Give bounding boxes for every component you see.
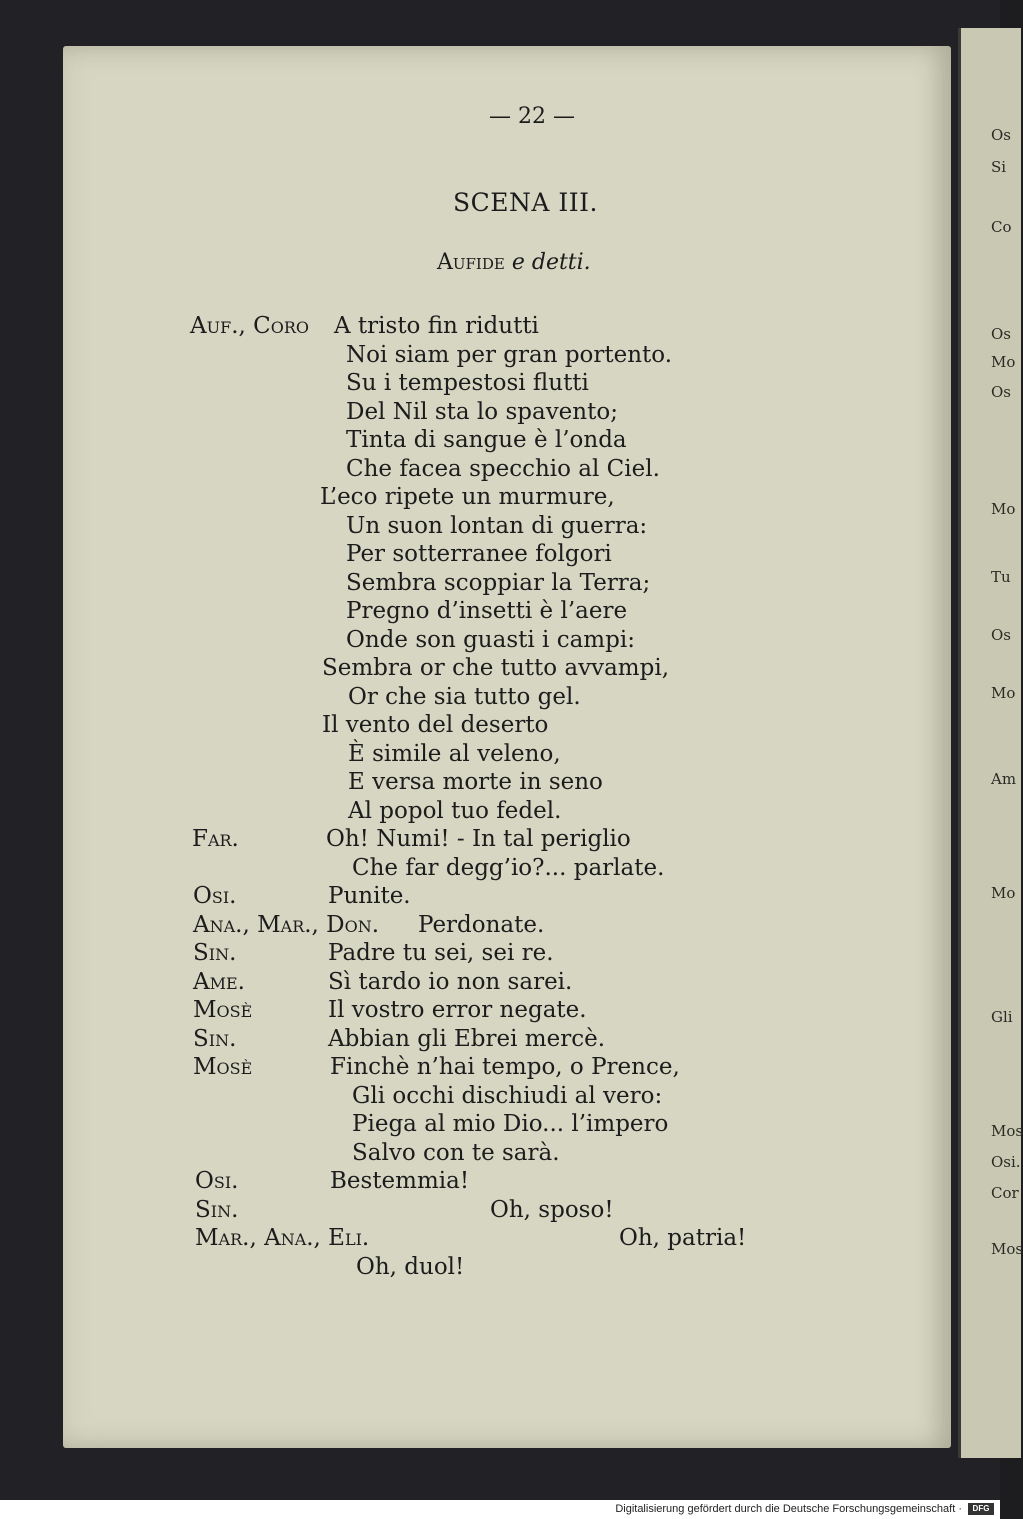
adjacent-fragment: Gli	[991, 1008, 1013, 1026]
verse-line: Oh, patria!	[619, 1225, 747, 1251]
adjacent-fragment: Mos	[991, 1240, 1023, 1258]
verse-line: A tristo fin ridutti	[334, 313, 539, 339]
footer-credit: Digitalisierung gefördert durch die Deutsche Forschungsgemeinschaft ·	[615, 1503, 962, 1515]
adjacent-fragment: Mos	[991, 1122, 1023, 1140]
verse-line: Abbian gli Ebrei mercè.	[328, 1026, 605, 1052]
speaker-label: Osi.	[193, 883, 237, 909]
verse-line: Tinta di sangue è l’onda	[346, 427, 627, 453]
book-page	[63, 46, 951, 1448]
verse-line: Onde son guasti i campi:	[346, 627, 635, 653]
speaker-label: Far.	[192, 826, 239, 852]
speaker-label: Mosè	[193, 1054, 253, 1080]
verse-line: Su i tempestosi flutti	[346, 370, 589, 396]
adjacent-fragment: Os	[991, 126, 1011, 144]
verse-line: Al popol tuo fedel.	[348, 798, 562, 824]
adjacent-fragment: Cor	[991, 1184, 1019, 1202]
verse-line: Del Nil sta lo spavento;	[346, 399, 618, 425]
speaker-label: Auf., Coro	[190, 313, 310, 339]
verse-line: Un suon lontan di guerra:	[346, 513, 648, 539]
heading-rest: e detti.	[511, 250, 591, 275]
verse-line: Per sotterranee folgori	[346, 541, 612, 567]
verse-line: Che facea specchio al Ciel.	[346, 456, 660, 482]
page-number: — 22 —	[489, 104, 575, 129]
adjacent-page-edge	[958, 28, 1021, 1458]
verse-line: Sì tardo io non sarei.	[328, 969, 573, 995]
scene-heading	[437, 250, 591, 275]
verse-line: L’eco ripete un murmure,	[320, 484, 615, 510]
verse-line: Punite.	[328, 883, 411, 909]
verse-line: Piega al mio Dio... l’impero	[352, 1111, 669, 1137]
verse-line: Gli occhi dischiudi al vero:	[352, 1083, 663, 1109]
speaker-label: Osi.	[195, 1168, 239, 1194]
verse-line: E versa morte in seno	[348, 769, 603, 795]
adjacent-fragment: Mo	[991, 500, 1016, 518]
adjacent-fragment: Os	[991, 383, 1011, 401]
speaker-label: Sin.	[195, 1197, 239, 1223]
speaker-label: Ana., Mar., Don.	[193, 912, 380, 938]
verse-line: È simile al veleno,	[348, 741, 561, 767]
speaker-label: Mosè	[193, 997, 253, 1023]
verse-line: Padre tu sei, sei re.	[328, 940, 554, 966]
verse-line: Oh! Numi! - In tal periglio	[326, 826, 631, 852]
adjacent-fragment: Osi.	[991, 1153, 1021, 1171]
verse-line: Pregno d’insetti è l’aere	[346, 598, 628, 624]
adjacent-fragment: Os	[991, 626, 1011, 644]
verse-line: Noi siam per gran portento.	[346, 342, 673, 368]
verse-line: Il vostro error negate.	[328, 997, 587, 1023]
adjacent-fragment: Mo	[991, 884, 1016, 902]
digitization-footer	[0, 1500, 1000, 1519]
verse-line: Sembra or che tutto avvampi,	[322, 655, 669, 681]
verse-line: Bestemmia!	[330, 1168, 470, 1194]
verse-line: Il vento del deserto	[322, 712, 549, 738]
verse-line: Sembra scoppiar la Terra;	[346, 570, 651, 596]
speaker-label: Sin.	[193, 1026, 237, 1052]
speaker-label: Mar., Ana., Eli.	[195, 1225, 370, 1251]
heading-character: Aufide	[437, 250, 505, 275]
adjacent-fragment: Si	[991, 158, 1007, 176]
speaker-label: Sin.	[193, 940, 237, 966]
adjacent-fragment: Co	[991, 218, 1012, 236]
adjacent-fragment: Tu	[991, 568, 1011, 586]
adjacent-fragment: Os	[991, 325, 1011, 343]
speaker-label: Ame.	[193, 969, 245, 995]
verse-line: Oh, sposo!	[490, 1197, 614, 1223]
scene-title: SCENA III.	[453, 188, 598, 217]
verse-line: Or che sia tutto gel.	[348, 684, 581, 710]
adjacent-fragment: Mo	[991, 353, 1016, 371]
dfg-logo: DFG	[968, 1503, 994, 1515]
verse-line: Oh, duol!	[356, 1254, 465, 1280]
verse-line: Che far degg’io?... parlate.	[352, 855, 665, 881]
adjacent-fragment: Mo	[991, 684, 1016, 702]
adjacent-fragment: Am	[991, 770, 1017, 788]
verse-line: Salvo con te sarà.	[352, 1140, 560, 1166]
verse-line: Finchè n’hai tempo, o Prence,	[330, 1054, 680, 1080]
verse-line: Perdonate.	[418, 912, 545, 938]
